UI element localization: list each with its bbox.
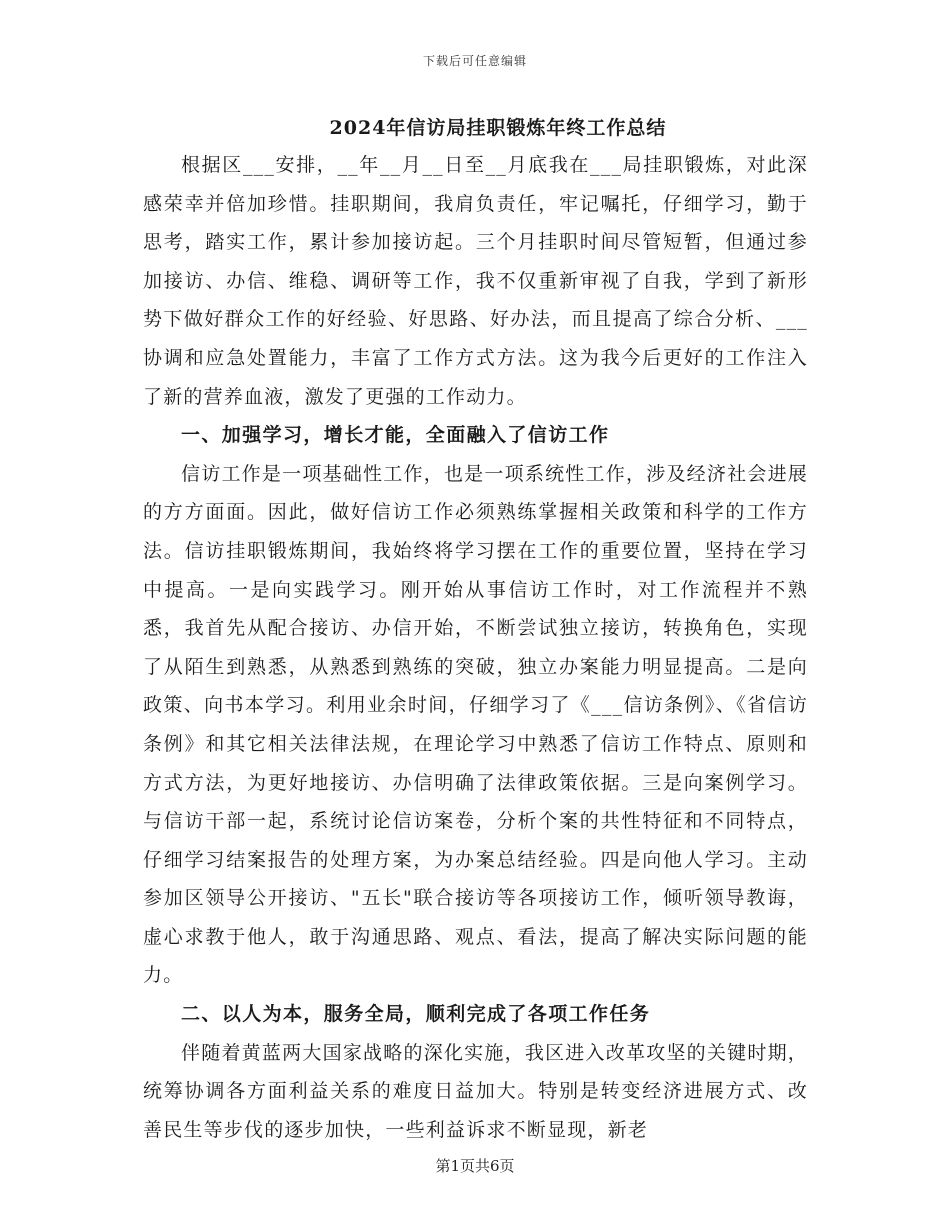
section-1-paragraph: 信访工作是一项基础性工作，也是一项系统性工作，涉及经济社会进展的方方面面。因此，做好信访工作必须熟练掌握相关政策和科学的工作方法。信访挂职锻炼期间，我始终将学习摆在工作的重要位置，坚持在学习中提高。一是向实践学习。刚开始从事信访工作时，对工作流程并不熟悉，我首先从配合接访、办信开始，不断尝试独立接访，转换角色，实现了从陌生到熟悉，从熟悉到熟练的突破，独立办案能力明显提高。二是向政策、向书本学习。利用业余时间，仔细学习了《___信访条例》、《省信访条例》和其它相关法律法规，在理论学习中熟悉了信访工作特点、原则和方式方法，为更好地接访、办信明确了法律政策依据。三是向案例学习。与信访干部一起，系统讨论信访案卷，分析个案的共性特征和不同特点，仔细学习结案报告的处理方案，为办案总结经验。四是向他人学习。主动参加区领导公开接访、"五长"联合接访等各项接访工作，倾听领导教诲，虚心求教于他人，敢于沟通思路、观点、看法，提高了解决实际问题的能力。 bbox=[143, 462, 808, 987]
page-header-note: 下载后可任意编辑 bbox=[422, 54, 527, 68]
document-title: 2024年信访局挂职锻炼年终工作总结 bbox=[329, 117, 667, 139]
intro-paragraph: 根据区___安排，__年__月__日至__月底我在___局挂职锻炼，对此深感荣幸并倍加珍惜。挂职期间，我肩负责任，牢记嘱托，仔细学习，勤于思考，踏实工作，累计参加接访起。三个月挂职时间尽管短暂，但通过参加接访、办信、维稳、调研等工作，我不仅重新审视了自我，学到了新形势下做好群众工作的好经验、好思路、好办法，而且提高了综合分析、___协调和应急处置能力，丰富了工作方式方法。这为我今后更好的工作注入了新的营养血液，激发了更强的工作动力。 bbox=[143, 154, 808, 408]
document-body bbox=[143, 110, 808, 1149]
section-2-paragraph: 伴随着黄蓝两大国家战略的深化实施，我区进入改革攻坚的关键时期，统筹协调各方面利益关系的难度日益加大。特别是转变经济进展方式、改善民生等步伐的逐步加快，一些利益诉求不断显现，新老 bbox=[143, 1041, 808, 1141]
page-footer-number: 第1页共6页 bbox=[435, 1157, 515, 1175]
section-heading-2: 二、以人为本，服务全局，顺利完成了各项工作任务 bbox=[181, 1003, 651, 1026]
section-heading-1: 一、加强学习，增长才能，全面融入了信访工作 bbox=[181, 424, 610, 447]
